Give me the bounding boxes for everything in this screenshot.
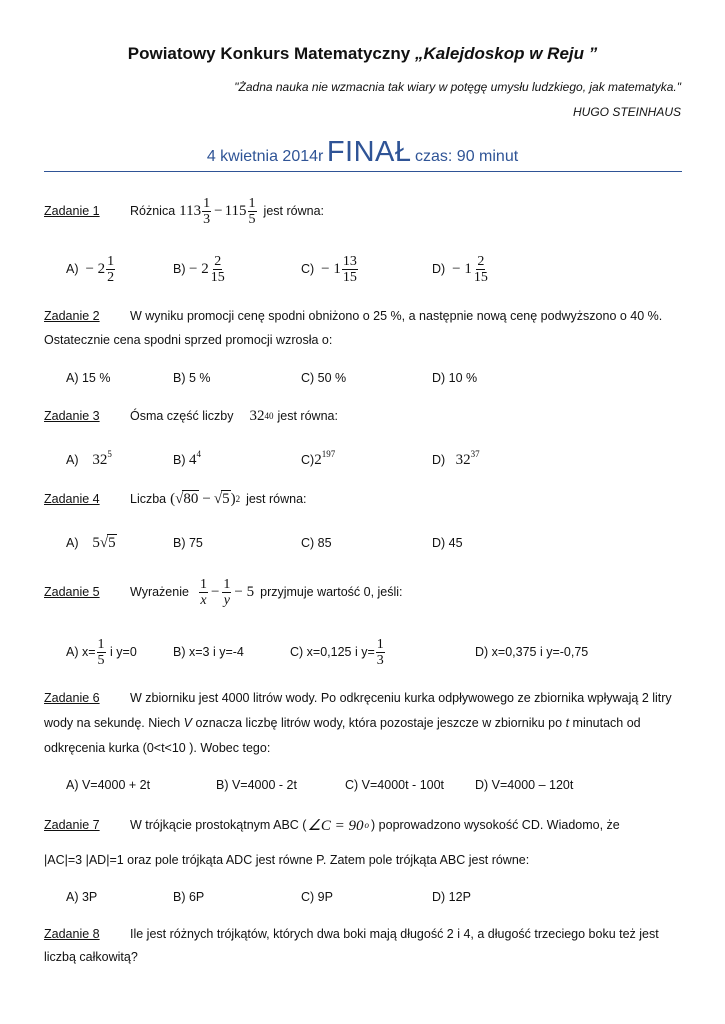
t3-answer-b[interactable]: B) $4^4$ bbox=[173, 449, 201, 468]
t5-op-2: − 5 bbox=[234, 583, 255, 600]
task-7-answers bbox=[66, 890, 471, 904]
t2-answer-b[interactable]: B) 5 % bbox=[173, 371, 211, 385]
t3-answer-c[interactable]: $C)2^{197}$ bbox=[301, 449, 336, 468]
task-5 bbox=[44, 574, 403, 610]
header-divider bbox=[44, 171, 682, 172]
task-2-text-2: Ostatecznie cena spodni sprzed promocji wzrosła o: bbox=[44, 333, 333, 347]
task-8-text-2: liczbą całkowitą? bbox=[44, 950, 138, 964]
task-5-prefix: Wyrażenie bbox=[130, 585, 189, 599]
task-4-answers bbox=[66, 530, 463, 556]
task-7 bbox=[44, 814, 620, 836]
task-4-prefix: Liczba bbox=[130, 492, 167, 506]
title-plain: Powiatowy Konkurs Matematyczny bbox=[127, 44, 415, 63]
task-7-text-1b: ) poprowadzono wysokość CD. Wiadomo, że bbox=[371, 818, 620, 832]
task-8-label: Zadanie 8 bbox=[44, 927, 100, 941]
final-label: FINAŁ bbox=[326, 136, 412, 168]
task-1-answers bbox=[66, 253, 490, 285]
t7-angle: ∠C = 90 bbox=[307, 817, 364, 834]
quote-text: "Żadna nauka nie wzmacnia tak wiary w potęgę umysłu ludzkiego, jak matematyka." bbox=[234, 80, 681, 94]
t4-answer-b[interactable]: B) 75 bbox=[173, 536, 203, 550]
task-4: Zadanie 4 Liczba ( √ 80 − √ 5 ) 2 jest równa: bbox=[44, 490, 307, 507]
t5-answer-b[interactable]: B) x=3 i y=-4 bbox=[173, 645, 244, 659]
date-header bbox=[0, 136, 725, 169]
t4-root-2: 5 bbox=[222, 491, 230, 507]
exam-date: 4 kwietnia 2014r bbox=[206, 148, 324, 165]
task-5-answers bbox=[66, 634, 588, 670]
t7-answer-a[interactable]: A) 3P bbox=[66, 890, 98, 904]
t7-answer-b[interactable]: B) 6P bbox=[173, 890, 205, 904]
task-6-text-2: wody na sekundę. Niech V oznacza liczbę litrów wody, która pozostaje jeszcze w zbiorniku po t minutach od bbox=[44, 716, 641, 730]
task-5-suffix: przyjmuje wartość 0, jeśli: bbox=[260, 585, 403, 599]
task-1 bbox=[44, 196, 324, 226]
task-3-answers bbox=[66, 446, 480, 472]
t5-answer-c[interactable]: C) x=0,125 i y= $\frac{1}{3}$ bbox=[290, 636, 384, 668]
task-4-suffix: jest równa: bbox=[246, 492, 307, 506]
task-6 bbox=[44, 691, 672, 705]
task-2-text-1: W wyniku promocji cenę spodni obniżono o 25 %, a następnie nową cenę podwyższono o 40 %. bbox=[130, 309, 663, 323]
task-7-text-2: |AC|=3 |AD|=1 oraz pole trójkąta ADC jest równe P. Zatem pole trójkąta ABC jest równe: bbox=[44, 853, 530, 867]
task-1-suffix: jest równa: bbox=[263, 204, 324, 218]
task-7-text-1a: W trójkącie prostokątnym ABC ( bbox=[130, 818, 307, 832]
t4-op: − bbox=[202, 490, 211, 507]
t4-exp: 2 bbox=[235, 494, 241, 504]
task-5-label: Zadanie 5 bbox=[44, 585, 100, 599]
t2-answer-d[interactable]: D) 10 % bbox=[432, 371, 478, 385]
t1-answer-a[interactable]: A) − 2 $\frac{1}{2}$ bbox=[66, 253, 115, 285]
task-3-label: Zadanie 3 bbox=[44, 409, 100, 423]
task-7-label: Zadanie 7 bbox=[44, 818, 100, 832]
task-3-prefix: Ósma część liczby bbox=[130, 409, 234, 423]
t4-answer-c[interactable]: C) 85 bbox=[301, 536, 332, 550]
t1-answer-c[interactable]: C) − 1 $\frac{13}{15}$ bbox=[301, 253, 357, 285]
t3-base: 32 bbox=[249, 407, 265, 424]
task-2-answers bbox=[66, 371, 477, 385]
task-8 bbox=[44, 927, 659, 941]
t1-answer-b[interactable]: B) − 2 $\frac{2}{15}$ bbox=[173, 253, 225, 285]
t4-answer-d[interactable]: D) 45 bbox=[432, 536, 463, 550]
task-8-text-1: Ile jest różnych trójkątów, których dwa boki mają długość 2 i 4, a długość trzeciego boku też jest bbox=[130, 927, 659, 941]
task-4-label: Zadanie 4 bbox=[44, 492, 100, 506]
t1-frac-1: $\frac{1}{3}$ bbox=[203, 195, 211, 227]
t3-exp: 40 bbox=[264, 411, 274, 421]
title-italic: „Kalejdoskop w Reju ” bbox=[414, 44, 598, 63]
t4-answer-a[interactable]: A) 5√5 bbox=[66, 535, 116, 551]
task-6-answers bbox=[66, 778, 573, 792]
t6-answer-c[interactable]: C) V=4000t - 100t bbox=[345, 778, 445, 792]
t5-answer-d[interactable]: D) x=0,375 i y=-0,75 bbox=[475, 645, 589, 659]
exam-time: czas: 90 minut bbox=[415, 148, 519, 165]
t7-degree: o bbox=[364, 820, 370, 830]
task-2-label: Zadanie 2 bbox=[44, 309, 100, 323]
task-3-suffix: jest równa: bbox=[277, 409, 338, 423]
t5-frac-2: $\frac{1}{y}$ bbox=[223, 576, 231, 608]
task-3 bbox=[44, 402, 338, 430]
task-6-text-1: W zbiorniku jest 4000 litrów wody. Po odkręceniu kurka odpływowego ze zbiornika wpływają 2 litry bbox=[130, 691, 672, 705]
t5-op-1: − bbox=[210, 583, 220, 600]
page-title bbox=[0, 44, 725, 64]
t2-answer-a[interactable]: A) 15 % bbox=[66, 371, 111, 385]
task-6-label: Zadanie 6 bbox=[44, 691, 100, 705]
quote-author: HUGO STEINHAUS bbox=[572, 105, 681, 119]
task-1-label: Zadanie 1 bbox=[44, 204, 100, 218]
t7-answer-d[interactable]: D) 12P bbox=[432, 890, 471, 904]
t2-answer-c[interactable]: C) 50 % bbox=[301, 371, 347, 385]
t6-answer-d[interactable]: D) V=4000 – 120t bbox=[475, 778, 574, 792]
t6-answer-a[interactable]: A) V=4000 + 2t bbox=[66, 778, 151, 792]
t3-answer-a[interactable]: A) $32^5$ bbox=[66, 449, 112, 468]
t6-answer-b[interactable]: B) V=4000 - 2t bbox=[216, 778, 297, 792]
t5-frac-1: $\frac{1}{x}$ bbox=[199, 576, 207, 608]
t1-w1: 113 bbox=[179, 202, 202, 219]
t7-answer-c[interactable]: C) 9P bbox=[301, 890, 333, 904]
task-1-prefix: Różnica bbox=[130, 204, 176, 218]
t4-root-1: 80 bbox=[183, 491, 199, 507]
t3-answer-d[interactable]: D) $32^{37}$ bbox=[432, 449, 480, 468]
t1-w2: 115 bbox=[224, 202, 247, 219]
t1-answer-d[interactable]: D) − 1 $\frac{2}{15}$ bbox=[432, 253, 488, 285]
t1-op: − bbox=[214, 202, 223, 219]
task-2 bbox=[44, 309, 662, 323]
t5-answer-a[interactable]: A) x= $\frac{1}{5}$ i y=0 bbox=[66, 636, 137, 668]
t1-frac-2: $\frac{1}{5}$ bbox=[248, 195, 256, 227]
task-6-text-3: odkręcenia kurka (0<t<10 ). Wobec tego: bbox=[44, 741, 271, 755]
